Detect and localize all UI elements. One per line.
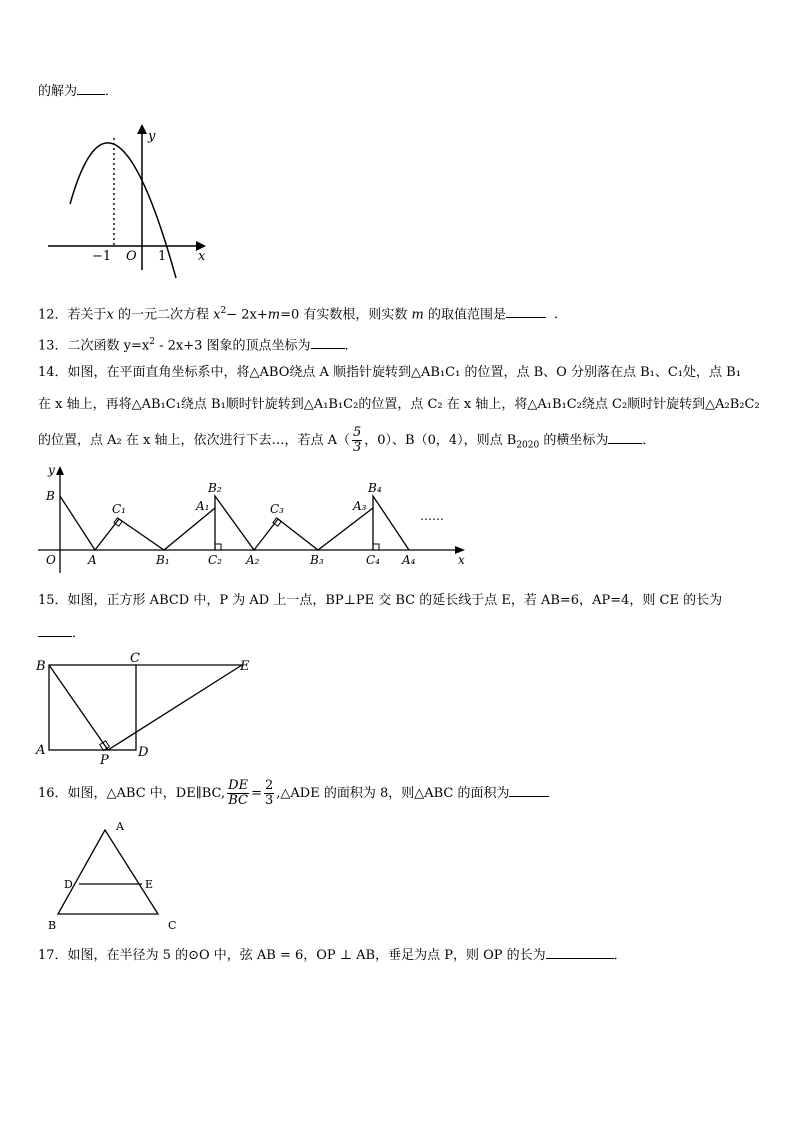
label-C4: C₄ xyxy=(366,553,380,567)
label-A4: A₄ xyxy=(402,553,416,567)
tick-1-label: 1 xyxy=(158,249,167,264)
fraction-DE-BC: $\frac{DE}{BC}$ xyxy=(228,778,249,808)
y-axis-label: y xyxy=(148,129,156,144)
right-angle-c4 xyxy=(373,544,379,550)
square-ABCD xyxy=(49,665,136,750)
label-x: x xyxy=(458,553,465,567)
q14-rotation-figure xyxy=(34,460,474,575)
q13-line: 13．二次函数 $y=x^2 - 2x+3$ 图象的顶点坐标为 ． xyxy=(38,337,358,354)
fraction-2-3: $\frac{2}{3}$ xyxy=(264,778,274,808)
label-C1: C₁ xyxy=(112,502,126,516)
fraction-5-3: $\frac{5}{3}$ xyxy=(352,425,362,455)
right-angle-c2 xyxy=(215,544,221,550)
q12-line: 12．若关于x 的一元二次方程 $x^2- 2x+m=0$ 有实数根，则实数 m 的取值范围是 ． xyxy=(38,306,568,323)
label-B4: B₄ xyxy=(368,481,382,495)
y-axis-arrow xyxy=(56,466,64,475)
label-B: B xyxy=(48,919,57,932)
label-B: B xyxy=(46,489,55,503)
x-axis-label: x xyxy=(198,249,206,264)
answer-blank xyxy=(38,624,72,637)
label-B2: B₂ xyxy=(208,481,222,495)
label-A2: A₂ xyxy=(246,553,260,567)
answer-blank xyxy=(506,305,546,318)
label-E: E xyxy=(145,878,154,891)
q14-line-3: 的位置，点 A₂ 在 x 轴上，依次进行下去…，若点 A（ $\frac{5}{3}$ ，0）、B（0，4），则点 $B_{2020}$ 的横坐标为 ． xyxy=(38,425,656,455)
triangle-ABC xyxy=(58,830,158,914)
label-B1: B₁ xyxy=(156,553,170,567)
q11-text: 的解为 xyxy=(38,84,78,99)
origin-label: O xyxy=(126,249,137,264)
y-axis-arrow xyxy=(137,124,147,134)
q11-answer-line xyxy=(38,82,118,101)
label-D: D xyxy=(64,878,73,891)
label-O: O xyxy=(46,553,56,567)
segment-PE xyxy=(108,665,242,750)
q16-line: 16．如图，△ABC 中，DE∥BC, $\frac{DE}{BC}$ = $\frac{2}{3}$ ,△ADE 的面积为 8，则△ABC 的面积为 xyxy=(38,776,549,812)
label-A: A xyxy=(116,820,124,833)
label-C3: C₃ xyxy=(270,502,284,516)
label-P: P xyxy=(100,753,109,768)
q15-line-2: ． xyxy=(38,624,85,643)
q15-line-1: 15．如图，正方形 ABCD 中，P 为 AD 上一点，BP⊥PE 交 BC 的延长线于点 E，若 AB=6，AP=4，则 CE 的长为 xyxy=(38,593,723,608)
label-A: A xyxy=(88,553,97,567)
label-B3: B₃ xyxy=(310,553,324,567)
label-A: A xyxy=(36,743,46,758)
label-y: y xyxy=(48,463,55,477)
label-C: C xyxy=(168,919,177,932)
label-A3: A₃ xyxy=(353,499,367,513)
label-C: C xyxy=(130,651,140,666)
continuation-dots: …… xyxy=(420,509,444,523)
label-B: B xyxy=(36,659,46,674)
q14-line-1: 14．如图，在平面直角坐标系中，将△ABO绕点 A 顺指针旋转到△AB₁C₁ 的位置，点 B、O 分别落在点 B₁、C₁处，点 B₁ xyxy=(38,365,741,380)
q11-end: ． xyxy=(105,84,119,99)
segment-BP xyxy=(49,665,108,750)
tick-neg1-label: −1 xyxy=(92,249,112,264)
label-C2: C₂ xyxy=(208,553,222,567)
q14-line-2: 在 x 轴上，再将△AB₁C₁绕点 B₁顺时针旋转到△A₁B₁C₂的位置，点 C₂ 在 x 轴上，将△A₁B₁C₂绕点 C₂顺时针旋转到△A₂B₂C₂ xyxy=(38,397,760,412)
q15-square-figure xyxy=(34,650,264,770)
label-D: D xyxy=(138,745,149,760)
answer-blank xyxy=(546,946,614,959)
answer-blank xyxy=(608,431,642,444)
answer-blank xyxy=(311,336,345,349)
q17-line: 17．如图，在半径为 5 的⊙O 中，弦 AB = 6，OP ⊥ AB，垂足为点 P，则 OP 的长为 ． xyxy=(38,948,627,963)
answer-blank xyxy=(509,784,549,797)
label-E: E xyxy=(240,659,250,674)
q16-triangle-figure xyxy=(46,818,186,934)
q11-parabola-figure xyxy=(40,118,220,278)
answer-blank xyxy=(77,82,105,95)
label-A1: A₁ xyxy=(196,499,210,513)
